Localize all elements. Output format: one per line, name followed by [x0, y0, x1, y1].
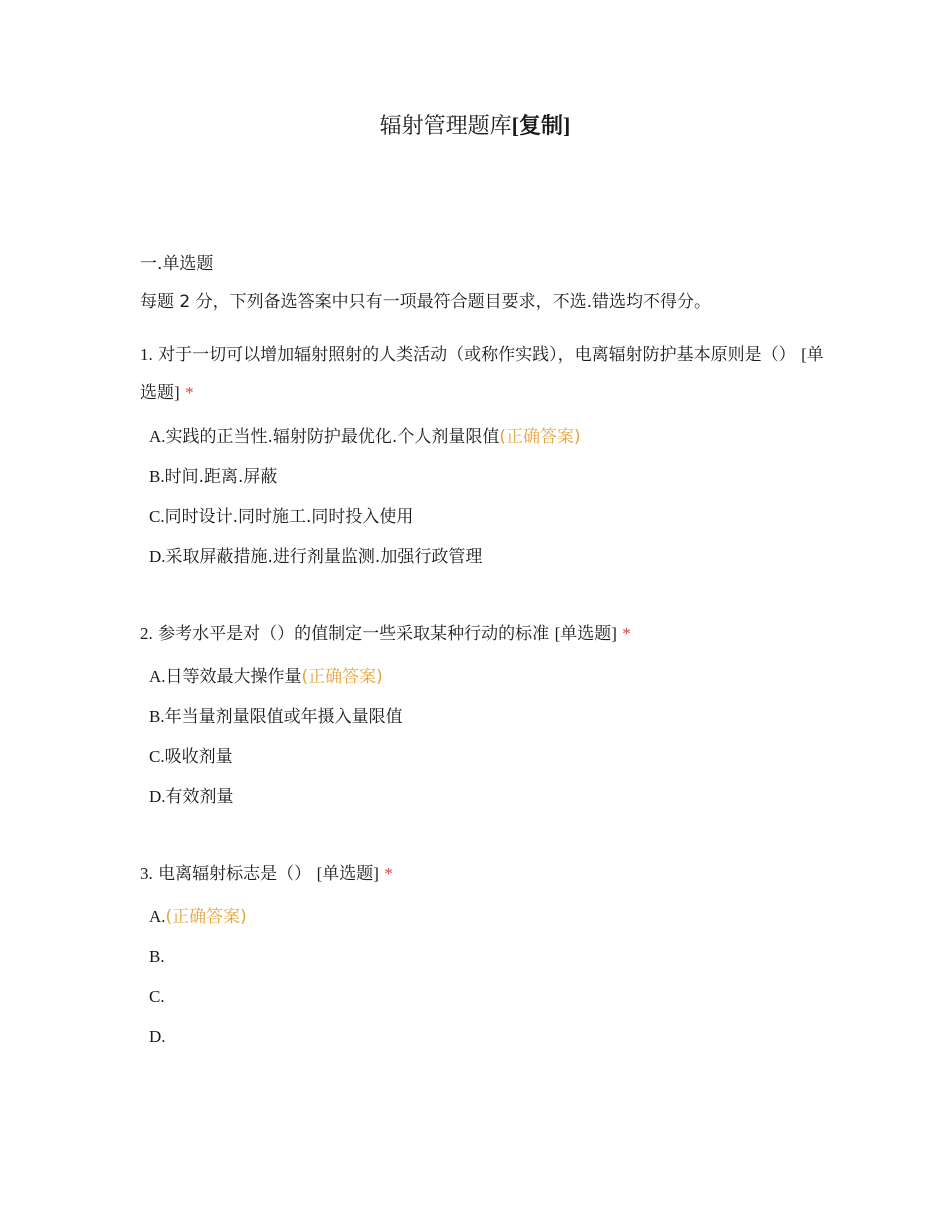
option-text: 日等效最大操作量	[165, 667, 302, 687]
question-text: 对于一切可以增加辐射照射的人类活动（或称作实践），电离辐射防护基本原则是（）	[158, 345, 802, 365]
option-text: 有效剂量	[165, 787, 234, 807]
option-d	[149, 537, 830, 577]
option-letter: B.	[149, 947, 165, 966]
question-3	[140, 855, 830, 1057]
question-type-label: [单选题]	[316, 864, 379, 883]
option-letter: D.	[149, 787, 166, 806]
option-b	[149, 457, 830, 497]
option-letter: B.	[149, 467, 165, 486]
option-list	[140, 657, 830, 817]
question-number: 1.	[140, 345, 153, 364]
required-star: *	[384, 864, 393, 883]
section-title: 一.单选题	[140, 254, 214, 274]
option-a	[149, 897, 830, 937]
option-letter: A.	[149, 427, 166, 446]
option-letter: D.	[149, 1027, 166, 1046]
correct-answer-tag: (正确答案)	[499, 427, 581, 447]
document-title	[0, 108, 950, 145]
question-stem	[140, 336, 830, 412]
option-letter: D.	[149, 547, 166, 566]
option-text: 时间.距离.屏蔽	[164, 467, 278, 487]
document-title-suffix: [复制]	[511, 113, 571, 138]
question-text: 电离辐射标志是（）	[158, 864, 317, 884]
option-text: 实践的正当性.辐射防护最优化.个人剂量限值	[165, 427, 500, 447]
document-content	[140, 250, 830, 1057]
correct-answer-tag: (正确答案)	[301, 667, 383, 687]
option-c	[149, 497, 830, 537]
section-instruction: 每题 2 分，下列备选答案中只有一项最符合题目要求，不选.错选均不得分。	[140, 292, 712, 312]
option-d	[149, 777, 830, 817]
option-a	[149, 657, 830, 697]
option-c	[149, 977, 830, 1017]
required-star: *	[622, 624, 631, 643]
option-letter: B.	[149, 707, 165, 726]
option-text: 年当量剂量限值或年摄入量限值	[164, 707, 403, 727]
question-text: 参考水平是对（）的值制定一些采取某种行动的标准	[158, 624, 555, 644]
option-b	[149, 697, 830, 737]
option-letter: A.	[149, 907, 166, 926]
option-text: 同时设计.同时施工.同时投入使用	[164, 507, 414, 527]
option-c	[149, 737, 830, 777]
question-stem	[140, 855, 830, 893]
option-text: 吸收剂量	[164, 747, 233, 767]
option-letter: C.	[149, 987, 165, 1006]
question-number: 3.	[140, 864, 153, 883]
option-letter: A.	[149, 667, 166, 686]
question-type-label: [单选题]	[554, 624, 617, 643]
option-letter: C.	[149, 747, 165, 766]
question-1	[140, 336, 830, 577]
question-number: 2.	[140, 624, 153, 643]
option-text: 采取屏蔽措施.进行剂量监测.加强行政管理	[165, 547, 483, 567]
option-a	[149, 417, 830, 457]
question-type-label: [单选题]	[140, 345, 824, 402]
option-d	[149, 1017, 830, 1057]
question-stem	[140, 615, 830, 653]
option-b	[149, 937, 830, 977]
question-2	[140, 615, 830, 817]
option-list	[140, 897, 830, 1057]
option-letter: C.	[149, 507, 165, 526]
document-title-main: 辐射管理题库	[379, 114, 512, 139]
correct-answer-tag: (正确答案)	[165, 907, 247, 927]
required-star: *	[185, 383, 194, 402]
option-list	[140, 417, 830, 577]
